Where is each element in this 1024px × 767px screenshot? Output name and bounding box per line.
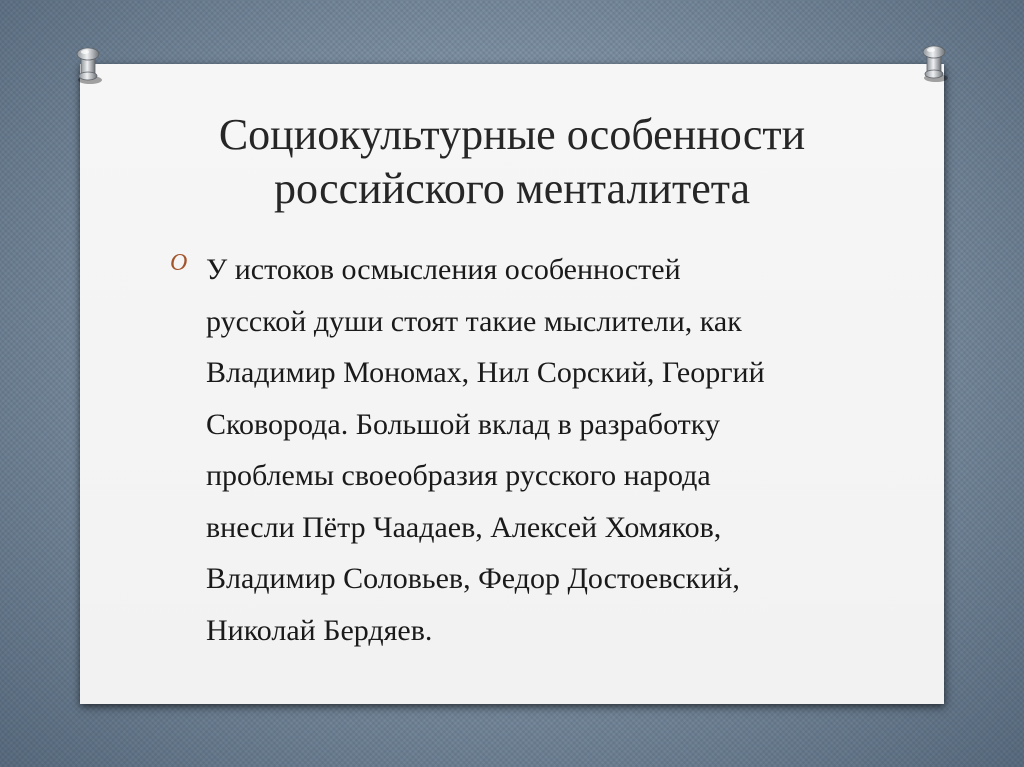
bullet-text-line: Николай Бердяев. bbox=[206, 613, 433, 647]
slide-title-line: Социокультурные особенности bbox=[218, 110, 806, 159]
bullet-text-line: Владимир Соловьев, Федор Достоевский, bbox=[206, 562, 740, 595]
bullet-text-line: русской души стоят такие мыслители, как bbox=[206, 304, 742, 338]
bullet-marker-icon: O bbox=[170, 250, 188, 276]
pushpin-right-icon bbox=[916, 38, 952, 86]
slide-title-line: российского менталитета bbox=[273, 164, 751, 213]
bullet-item bbox=[170, 244, 870, 656]
bullet-text-line: Владимир Мономах, Нил Сорский, Георгий bbox=[206, 356, 765, 389]
bullet-text-line: У истоков осмысления особенностей bbox=[206, 253, 681, 286]
bullet-text-line: внесли Пётр Чаадаев, Алексей Хомяков, bbox=[206, 510, 722, 544]
bullet-text-line: проблемы своеобразия русского народа bbox=[206, 459, 711, 492]
bullet-text bbox=[206, 244, 870, 656]
pushpin-left-icon bbox=[70, 40, 106, 88]
slide-title bbox=[80, 108, 944, 216]
bullet-text-line: Сковорода. Большой вклад в разработку bbox=[206, 407, 720, 441]
